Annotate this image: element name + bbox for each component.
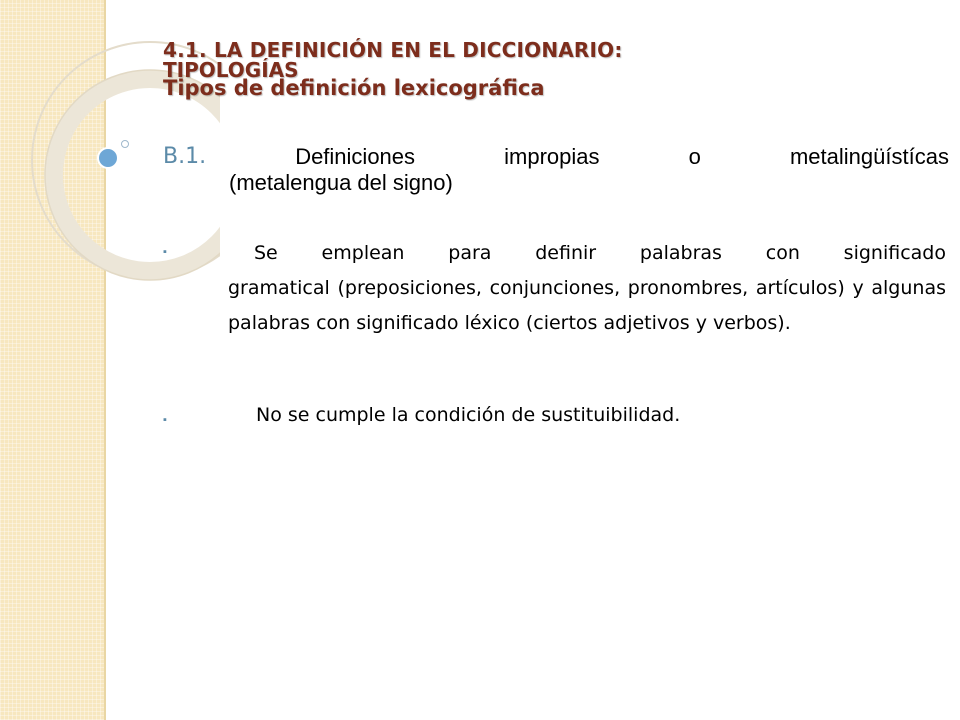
- heading-word: Definiciones: [295, 144, 416, 169]
- bullet-paragraph-1: [228, 236, 946, 341]
- bullet-paragraph-1-rest: gramatical (preposiciones, conjunciones, pronombres, artículos) y algunas palabras con significado léxico (ciertos adjetivos y verbos).: [228, 277, 946, 334]
- bullet-paragraph-1-text: Se emplean para definir palabras con significado: [254, 242, 946, 264]
- bullet-paragraph-2: No se cumple la condición de sustituibilidad.: [256, 404, 681, 426]
- heading-word: impropias: [504, 144, 600, 169]
- section-heading-line1: [163, 144, 949, 170]
- slide-title-line2: TIPOLOGÍAS: [163, 58, 299, 82]
- slide-title-line1: 4.1. LA DEFINICIÓN EN EL DICCIONARIO:: [163, 38, 623, 62]
- section-number: B.1.: [163, 144, 207, 169]
- slide-subtitle: Tipos de definición lexicográfica: [163, 76, 545, 100]
- bullet-icon: ▪: [163, 246, 167, 258]
- section-heading: [163, 144, 949, 196]
- heading-word: metalingüístícas: [789, 144, 949, 169]
- heading-word: o: [688, 144, 701, 169]
- bullet-paragraph-1-first-line: [228, 236, 946, 271]
- section-heading-line2: (metalengua del signo): [229, 170, 453, 195]
- bullet-icon: ▪: [163, 414, 167, 426]
